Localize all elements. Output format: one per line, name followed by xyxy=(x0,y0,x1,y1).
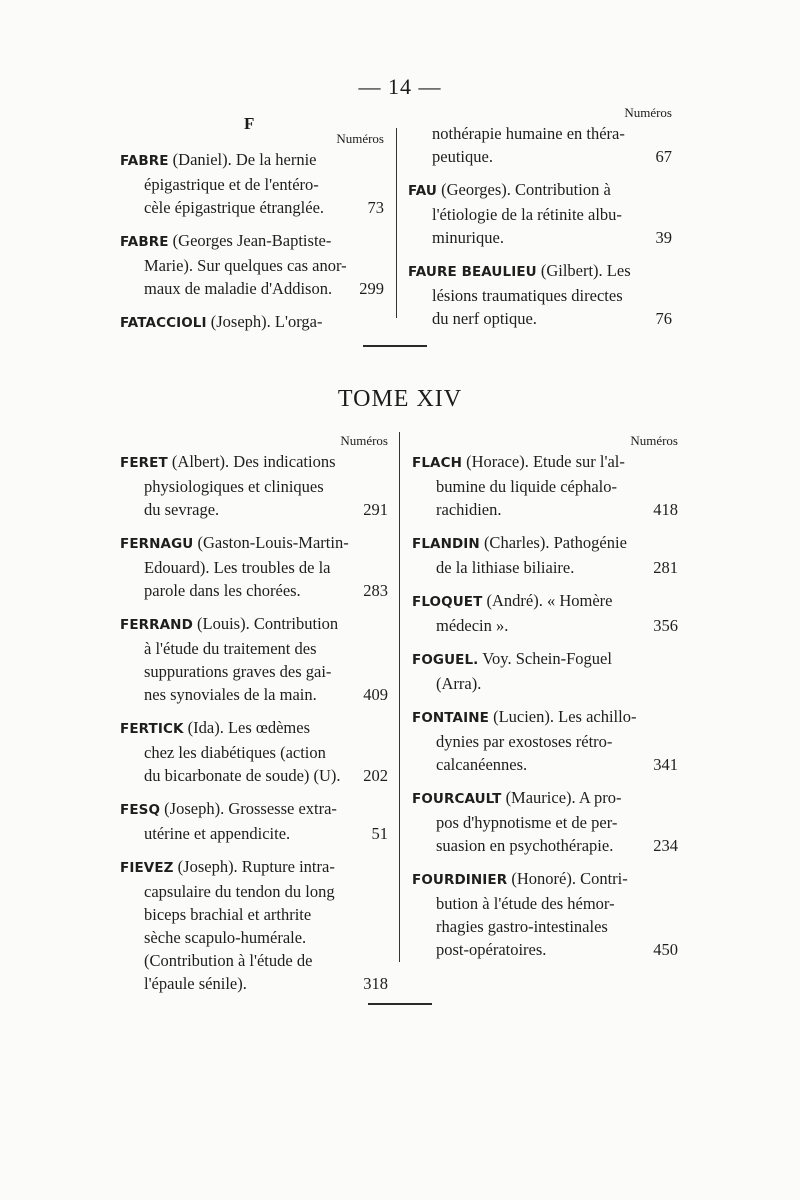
entry-line xyxy=(120,637,388,660)
entry-line xyxy=(120,498,388,521)
entry-text: nes synoviales de la main. xyxy=(144,685,317,704)
author-name: FLANDIN xyxy=(412,536,480,552)
entry-text: bumine du liquide céphalo- xyxy=(436,477,617,496)
entry-text: (Joseph). Rupture intra- xyxy=(177,857,335,876)
entry-text: épigastrique et de l'entéro- xyxy=(144,175,319,194)
entry-line xyxy=(408,307,672,330)
entry-text: pos d'hypnotisme et de per- xyxy=(436,813,618,832)
entry-line xyxy=(120,148,384,173)
entry-line xyxy=(120,683,388,706)
entry-number: 299 xyxy=(359,279,384,298)
entry-text: rachidien. xyxy=(436,500,502,519)
index-entry xyxy=(120,310,384,335)
entry-text: (Daniel). De la hernie xyxy=(172,150,317,169)
index-entry xyxy=(120,148,384,219)
entry-text: chez les diabétiques (action xyxy=(144,743,326,762)
author-name: FESQ xyxy=(120,802,161,818)
entry-line xyxy=(120,880,388,903)
index-entry xyxy=(120,450,388,521)
column-divider-top xyxy=(396,128,397,318)
entry-text: rhagies gastro-intestinales xyxy=(436,917,608,936)
column-header: Numéros xyxy=(340,433,388,448)
entry-line xyxy=(120,450,388,475)
author-name: FERTICK xyxy=(120,721,184,737)
author-name: FLACH xyxy=(412,455,462,471)
entry-text: du nerf optique. xyxy=(432,309,537,328)
entry-line xyxy=(408,259,672,284)
index-entry xyxy=(412,450,678,521)
entry-number: 341 xyxy=(653,755,678,774)
entry-text: dynies par exostoses rétro- xyxy=(436,732,613,751)
entry-line xyxy=(120,855,388,880)
end-rule xyxy=(368,1003,432,1005)
author-name: FABRE xyxy=(120,234,169,250)
page-number: — 14 — xyxy=(358,74,442,99)
entry-line xyxy=(120,612,388,637)
entry-number: 283 xyxy=(363,581,388,600)
entry-line xyxy=(412,647,678,672)
entry-text: Marie). Sur quelques cas anor- xyxy=(144,256,347,275)
column-header: Numéros xyxy=(336,131,384,146)
author-name: FOGUEL. xyxy=(412,652,479,668)
entry-text: de la lithiase biliaire. xyxy=(436,558,575,577)
entry-line xyxy=(408,226,672,249)
index-entry xyxy=(412,589,678,637)
entry-line xyxy=(412,786,678,811)
entry-text: Edouard). Les troubles de la xyxy=(144,558,331,577)
top-right-column xyxy=(408,104,672,330)
entry-line xyxy=(120,254,384,277)
entry-number: 356 xyxy=(653,616,678,635)
author-name: FATACCIOLI xyxy=(120,315,207,331)
entry-number: 51 xyxy=(371,824,388,843)
entry-text: (Honoré). Contri- xyxy=(511,869,628,888)
entry-line xyxy=(120,531,388,556)
entry-text: minurique. xyxy=(432,228,504,247)
entry-line xyxy=(408,145,672,168)
entry-line xyxy=(120,764,388,787)
entry-line xyxy=(120,822,388,845)
entry-text: (Gilbert). Les xyxy=(540,261,631,280)
entry-line xyxy=(408,284,672,307)
entry-text: (Lucien). Les achillo- xyxy=(493,707,637,726)
entry-line xyxy=(120,310,384,335)
index-entry xyxy=(408,122,672,168)
bottom-left-column xyxy=(120,432,388,995)
index-entry xyxy=(120,612,388,706)
entry-line xyxy=(412,672,678,695)
index-entry xyxy=(120,229,384,300)
entry-line xyxy=(412,867,678,892)
entry-line xyxy=(408,203,672,226)
entry-line xyxy=(408,122,672,145)
entry-line xyxy=(120,173,384,196)
entry-line xyxy=(120,277,384,300)
entry-line xyxy=(412,498,678,521)
entry-line xyxy=(120,972,388,995)
column-header: Numéros xyxy=(624,105,672,120)
entry-text: du sevrage. xyxy=(144,500,220,519)
entry-text: à l'étude du traitement des xyxy=(144,639,317,658)
entry-line xyxy=(412,614,678,637)
entry-line xyxy=(412,589,678,614)
entry-number: 202 xyxy=(363,766,388,785)
entry-line xyxy=(412,556,678,579)
entry-line xyxy=(412,475,678,498)
entry-line xyxy=(412,938,678,961)
entry-text: l'épaule sénile). xyxy=(144,974,247,993)
index-entry xyxy=(120,531,388,602)
index-entry xyxy=(412,786,678,857)
entry-text: suppurations graves des gai- xyxy=(144,662,332,681)
entry-text: (Arra). xyxy=(436,674,482,693)
entry-line xyxy=(412,892,678,915)
entry-line xyxy=(120,229,384,254)
entry-line xyxy=(412,753,678,776)
entry-number: 409 xyxy=(363,685,388,704)
column-header: Numéros xyxy=(630,433,678,448)
entry-text: (Horace). Etude sur l'al- xyxy=(466,452,625,471)
entry-line xyxy=(120,579,388,602)
entry-line xyxy=(412,730,678,753)
entry-text: (Georges Jean-Baptiste- xyxy=(172,231,332,250)
entry-text: parole dans les chorées. xyxy=(144,581,301,600)
entry-number: 76 xyxy=(655,309,672,328)
entry-text: nothérapie humaine en théra- xyxy=(432,124,625,143)
entry-line xyxy=(120,556,388,579)
entry-line xyxy=(412,834,678,857)
entry-number: 73 xyxy=(367,198,384,217)
entry-text: l'étiologie de la rétinite albu- xyxy=(432,205,622,224)
entry-text: biceps brachial et arthrite xyxy=(144,905,312,924)
entry-text: (Joseph). Grossesse extra- xyxy=(164,799,337,818)
index-entry xyxy=(412,647,678,695)
entry-text: utérine et appendicite. xyxy=(144,824,291,843)
entry-number: 67 xyxy=(655,147,672,166)
index-entry xyxy=(408,259,672,330)
entry-line xyxy=(412,450,678,475)
index-entry xyxy=(412,531,678,579)
entry-text: (André). « Homère xyxy=(486,591,613,610)
author-name: FERNAGU xyxy=(120,536,194,552)
index-entry xyxy=(412,867,678,961)
entry-text: capsulaire du tendon du long xyxy=(144,882,335,901)
author-name: FIEVEZ xyxy=(120,860,174,876)
entry-text: (Joseph). L'orga- xyxy=(210,312,323,331)
entry-number: 281 xyxy=(653,558,678,577)
section-letter: F xyxy=(244,114,255,133)
author-name: FAURE BEAULIEU xyxy=(408,264,537,280)
entry-line xyxy=(412,811,678,834)
index-entry xyxy=(120,716,388,787)
entry-text: médecin ». xyxy=(436,616,509,635)
entry-line xyxy=(120,196,384,219)
entry-number: 291 xyxy=(363,500,388,519)
author-name: FAU xyxy=(408,183,437,199)
index-entry xyxy=(412,705,678,776)
entry-number: 39 xyxy=(655,228,672,247)
entry-text: (Georges). Contribution à xyxy=(441,180,611,199)
entry-line xyxy=(412,705,678,730)
index-entry xyxy=(408,178,672,249)
author-name: FOURCAULT xyxy=(412,791,502,807)
entry-text: Voy. Schein-Foguel xyxy=(482,649,612,668)
entry-text: cèle épigastrique étranglée. xyxy=(144,198,325,217)
entry-text: (Charles). Pathogénie xyxy=(483,533,627,552)
index-entry xyxy=(120,797,388,845)
author-name: FERRAND xyxy=(120,617,193,633)
entry-text: du bicarbonate de soude) (U). xyxy=(144,766,341,785)
separator-rule xyxy=(363,345,427,347)
entry-text: bution à l'étude des hémor- xyxy=(436,894,615,913)
top-left-column xyxy=(120,130,384,335)
entry-text: calcanéennes. xyxy=(436,755,528,774)
column-divider-bottom xyxy=(399,432,400,962)
entry-line xyxy=(120,926,388,949)
author-name: FONTAINE xyxy=(412,710,489,726)
entry-line xyxy=(120,797,388,822)
entry-text: physiologiques et cliniques xyxy=(144,477,324,496)
entry-text: lésions traumatiques directes xyxy=(432,286,623,305)
entry-text: sèche scapulo-humérale. xyxy=(144,928,307,947)
entry-text: (Ida). Les œdèmes xyxy=(187,718,310,737)
entry-text: (Contribution à l'étude de xyxy=(144,951,313,970)
entry-text: peutique. xyxy=(432,147,493,166)
author-name: FABRE xyxy=(120,153,169,169)
author-name: FERET xyxy=(120,455,168,471)
entry-text: (Albert). Des indications xyxy=(171,452,336,471)
entry-number: 318 xyxy=(363,974,388,993)
entry-line xyxy=(120,741,388,764)
author-name: FLOQUET xyxy=(412,594,483,610)
entry-text: (Louis). Contribution xyxy=(197,614,339,633)
entry-text: post-opératoires. xyxy=(436,940,547,959)
entry-number: 234 xyxy=(653,836,678,855)
entry-text: maux de maladie d'Addison. xyxy=(144,279,333,298)
entry-line xyxy=(412,531,678,556)
entry-line xyxy=(120,949,388,972)
entry-text: suasion en psychothérapie. xyxy=(436,836,614,855)
entry-line xyxy=(120,716,388,741)
entry-line xyxy=(120,903,388,926)
tome-title: TOME XIV xyxy=(337,386,463,412)
entry-number: 450 xyxy=(653,940,678,959)
entry-line xyxy=(412,915,678,938)
entry-line xyxy=(408,178,672,203)
entry-text: (Gaston-Louis-Martin- xyxy=(197,533,349,552)
entry-number: 418 xyxy=(653,500,678,519)
bottom-right-column xyxy=(412,432,678,961)
entry-line xyxy=(120,475,388,498)
entry-text: (Maurice). A pro- xyxy=(505,788,622,807)
entry-line xyxy=(120,660,388,683)
author-name: FOURDINIER xyxy=(412,872,508,888)
index-entry xyxy=(120,855,388,995)
